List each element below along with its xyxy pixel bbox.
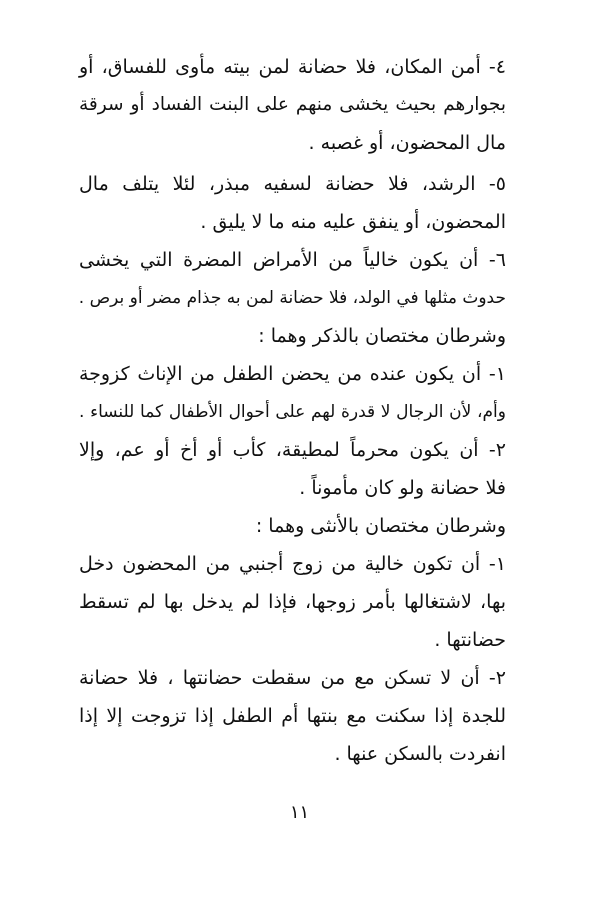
text-line-5: المحضون، أو ينفق عليه منه ما لا يليق . [200,211,506,233]
text-line-7: حدوث مثلها في الولد، فلا حضانة لمن به جذام مضر أو برص . [78,288,506,308]
text-line-18: للجدة إذا سكنت مع بنتها أم الطفل إذا تزوجت إلا إذا [79,705,506,727]
text-line-16: حضانتها . [434,629,506,651]
section-heading-male: وشرطان مختصان بالذكر وهما : [258,325,506,347]
text-line-12: فلا حضانة ولو كان مأموناً . [299,477,506,499]
page-number: ١١ [289,802,310,823]
text-line-9: ١- أن يكون عنده من يحضن الطفل من الإناث كزوجة [79,363,506,385]
text-line-11: ٢- أن يكون محرماً لمطيقة، كأب أو أخ أو عم، وإلا [79,439,506,461]
text-line-4: ٥- الرشد، فلا حضانة لسفيه مبذر، لئلا يتلف مال [79,173,506,195]
text-line-1: ٤- أمن المكان، فلا حضانة لمن بيته مأوى للفساق، أو [79,56,506,78]
text-line-10: وأم، لأن الرجال لا قدرة لهم على أحوال الأطفال كما للنساء . [79,402,506,422]
text-line-15: بها، لاشتغالها بأمر زوجها، فإذا لم يدخل بها لم تسقط [79,591,506,613]
text-line-19: انفردت بالسكن عنها . [334,743,506,765]
text-line-6: ٦- أن يكون خالياً من الأمراض المضرة التي يخشى [79,249,506,271]
text-line-14: ١- أن تكون خالية من زوج أجنبي من المحضون دخل [79,553,506,575]
text-line-2: بجوارهم بحيث يخشى منهم على البنت الفساد أو سرقة [79,94,506,115]
text-line-3: مال المحضون، أو غصبه . [308,132,506,154]
section-heading-female: وشرطان مختصان بالأنثى وهما : [255,515,506,537]
text-line-17: ٢- أن لا تسكن مع من سقطت حضانتها ، فلا حضانة [79,667,506,689]
